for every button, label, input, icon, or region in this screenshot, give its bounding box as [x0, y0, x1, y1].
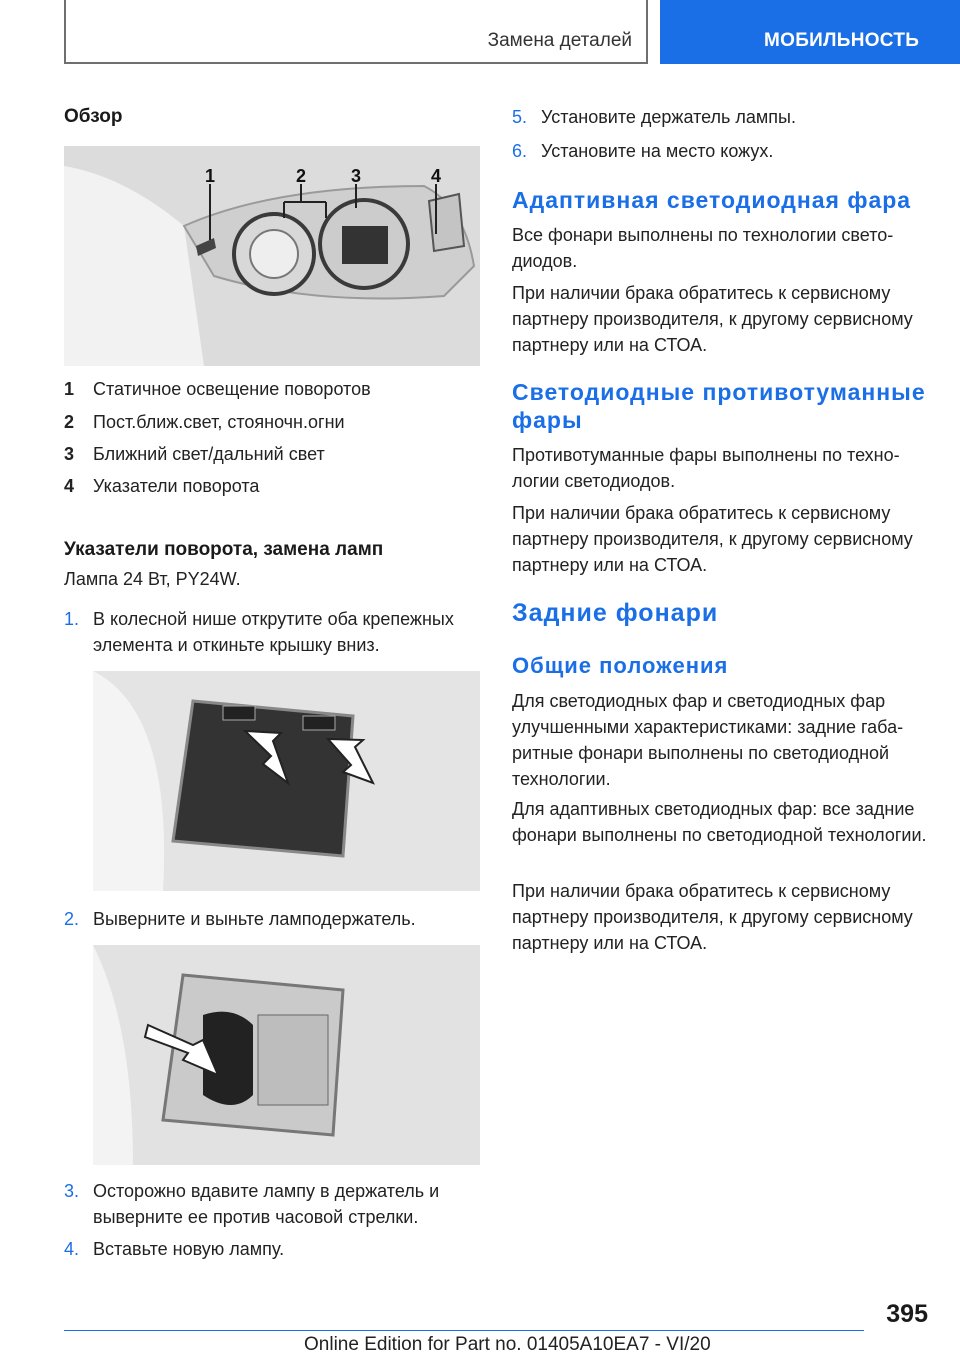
footer-divider [64, 1330, 864, 1331]
rear-lights-title: Задние фонари [512, 599, 719, 627]
step-text: Выверните и выньте ламподержатель. [93, 909, 416, 929]
overview-title: Обзор [64, 106, 123, 127]
turn-signal-title: Указатели поворота, замена ламп [64, 539, 384, 560]
step-number: 1. [64, 609, 80, 629]
general-text-1: Для светодиодных фар и светодиодных фар улучшенными характеристиками: задние габаритные фонари выполнены по светодиодной технологии. [512, 691, 904, 789]
legend-label: Указатели поворота [93, 476, 260, 496]
legend-number: 1 [64, 379, 75, 399]
header-section-title: Замена деталей [487, 30, 632, 51]
step-text: В колесной нише открутите оба крепежных элемента и откиньте крышку вниз. [93, 609, 454, 655]
lamp-holder-image [93, 945, 480, 1165]
adaptive-led-title: Адаптивная светодиодная фара [512, 187, 912, 213]
step-text: Установите на место кожух. [541, 141, 774, 161]
legend-number: 3 [64, 444, 75, 464]
step-4 [64, 1236, 484, 1262]
step-2 [64, 906, 484, 932]
header-frame [64, 0, 648, 64]
wheel-well-drawing [93, 671, 480, 891]
lamp-holder-drawing [93, 945, 480, 1165]
callout-3: 3 [350, 166, 362, 186]
legend-label: Ближний свет/дальний свет [93, 444, 325, 464]
step-3 [64, 1178, 484, 1230]
legend-number: 2 [64, 412, 75, 432]
page-number: 395 [886, 1300, 928, 1328]
general-text-2: Для адаптивных светодиодных фар: все задние фонари выполнены по светодиодной технологии. [512, 799, 927, 845]
lamp-spec: Лампа 24 Вт, PY24W. [64, 569, 241, 589]
step-text: Вставьте новую лампу. [93, 1239, 285, 1259]
legend-number: 4 [64, 476, 75, 496]
step-number: 2. [64, 909, 80, 929]
header-chapter-tab: МОБИЛЬНОСТЬ [660, 0, 960, 64]
callout-1: 1 [204, 166, 216, 186]
headlight-image [64, 146, 480, 366]
headlight-drawing [64, 146, 480, 366]
callout-2: 2 [295, 166, 307, 186]
step-number: 6. [512, 141, 528, 161]
step-number: 5. [512, 107, 528, 127]
general-title: Общие положения [512, 653, 729, 678]
step-number: 3. [64, 1181, 80, 1201]
legend-label: Пост.ближ.свет, стояночн.огни [93, 412, 345, 432]
step-5 [512, 104, 932, 130]
callout-4: 4 [430, 166, 442, 186]
step-1 [64, 606, 484, 658]
legend-label: Статичное освещение поворотов [93, 379, 371, 399]
fog-lights-text-1: Противотуманные фары выполнены по технологии светодиодов. [512, 445, 900, 491]
fog-lights-title: Светодиодные противотуманные фары [512, 379, 926, 433]
step-number: 4. [64, 1239, 80, 1259]
adaptive-led-text-2: При наличии брака обратитесь к сервисному партнеру производителя, к другому сервисному партнеру или на СТОА. [512, 283, 913, 355]
general-text-3: При наличии брака обратитесь к сервисному партнеру производителя, к другому сервисному партнеру или на СТОА. [512, 881, 913, 953]
wheel-well-cover-image [93, 671, 480, 891]
step-text: Установите держатель лампы. [541, 107, 796, 127]
step-6 [512, 138, 932, 164]
adaptive-led-text-1: Все фонари выполнены по технологии светодиодов. [512, 225, 894, 271]
step-text: Осторожно вдавите лампу в держатель и выверните ее против часовой стрелки. [93, 1181, 440, 1227]
footer-edition: Online Edition for Part no. 01405A10EA7 - VI/20 [304, 1334, 711, 1355]
fog-lights-text-2: При наличии брака обратитесь к сервисному партнеру производителя, к другому сервисному партнеру или на СТОА. [512, 503, 913, 575]
